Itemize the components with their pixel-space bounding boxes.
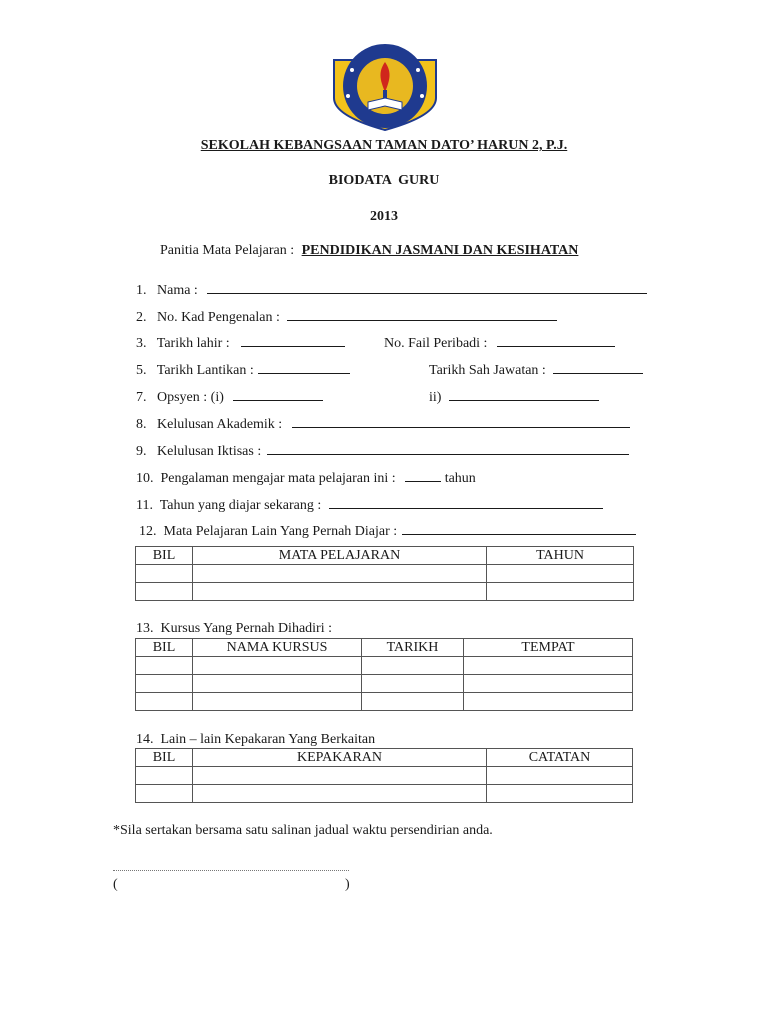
field-kelulusan-akademik-label: 8. Kelulusan Akademik : (136, 417, 283, 432)
field-opsyen-1-blank[interactable] (233, 387, 323, 401)
col-bil: BIL (136, 639, 193, 657)
field-tahun-diajar-blank[interactable] (329, 495, 603, 509)
field-kad-pengenalan (136, 307, 557, 326)
cell[interactable] (193, 565, 487, 583)
field-mata-pelajaran-lain-label: 12. Mata Pelajaran Lain Yang Pernah Diajar : (139, 524, 398, 539)
table-kepakaran (135, 748, 633, 803)
field-pengalaman-label: 10. Pengalaman mengajar mata pelajaran ini : (136, 471, 396, 486)
table-row (136, 583, 634, 601)
table-row (136, 565, 634, 583)
page-title: BIODATA GURU (328, 173, 440, 188)
field-tarikh-sah-blank[interactable] (553, 360, 643, 374)
signature-name-open: ( (113, 877, 118, 892)
field-opsyen-2 (429, 387, 599, 406)
col-tahun: TAHUN (487, 547, 634, 565)
table-kursus (135, 638, 633, 711)
table-row (136, 785, 633, 803)
col-kepakaran: KEPAKARAN (193, 749, 487, 767)
cell[interactable] (464, 693, 633, 711)
field-tarikh-lantikan-label: 5. Tarikh Lantikan : (136, 363, 254, 378)
cell[interactable] (136, 693, 193, 711)
cell[interactable] (487, 565, 634, 583)
field-tahun-diajar (136, 495, 603, 514)
field-kelulusan-akademik-blank[interactable] (292, 414, 630, 428)
cell[interactable] (464, 657, 633, 675)
cell[interactable] (193, 657, 362, 675)
table-row (136, 767, 633, 785)
field-no-fail-label: No. Fail Peribadi : (384, 336, 488, 351)
cell[interactable] (136, 657, 193, 675)
field-tarikh-lahir-blank[interactable] (241, 333, 345, 347)
field-tahun-diajar-label: 11. Tahun yang diajar sekarang : (136, 498, 322, 513)
field-opsyen-1 (136, 387, 323, 406)
field-tarikh-sah (429, 360, 643, 379)
col-bil: BIL (136, 547, 193, 565)
field-tarikh-lahir-label: 3. Tarikh lahir : (136, 336, 230, 351)
cell[interactable] (464, 675, 633, 693)
field-no-fail (384, 333, 615, 352)
cell[interactable] (193, 675, 362, 693)
cell[interactable] (136, 675, 193, 693)
cell[interactable] (362, 675, 464, 693)
cell[interactable] (136, 565, 193, 583)
cell[interactable] (193, 767, 487, 785)
field-opsyen-1-label: 7. Opsyen : (i) (136, 390, 224, 405)
table-row (136, 693, 633, 711)
field-tarikh-lahir (136, 333, 345, 352)
cell[interactable] (487, 785, 633, 803)
field-mata-pelajaran-lain-blank[interactable] (402, 521, 636, 535)
field-tarikh-sah-label: Tarikh Sah Jawatan : (429, 363, 546, 378)
table-header-row (136, 749, 633, 767)
panitia-value: PENDIDIKAN JASMANI DAN KESIHATAN (301, 243, 579, 258)
cell[interactable] (487, 583, 634, 601)
cell[interactable] (193, 583, 487, 601)
field-tarikh-lantikan (136, 360, 350, 379)
cell[interactable] (487, 767, 633, 785)
cell[interactable] (136, 583, 193, 601)
field-nama-blank[interactable] (207, 280, 647, 294)
cell[interactable] (362, 657, 464, 675)
col-catatan: CATATAN (487, 749, 633, 767)
col-tarikh: TARIKH (362, 639, 464, 657)
field-opsyen-2-blank[interactable] (449, 387, 599, 401)
field-kelulusan-iktisas (136, 441, 629, 460)
field-tarikh-lantikan-blank[interactable] (258, 360, 350, 374)
field-nama-label: 1. Nama : (136, 283, 198, 298)
cell[interactable] (193, 785, 487, 803)
field-kelulusan-iktisas-label: 9. Kelulusan Iktisas : (136, 444, 262, 459)
col-tempat: TEMPAT (464, 639, 633, 657)
field-pengalaman-unit: tahun (444, 471, 476, 486)
field-pengalaman-blank[interactable] (405, 468, 441, 482)
field-nama (136, 280, 647, 299)
panitia-row (160, 243, 578, 259)
field-opsyen-2-label: ii) (429, 390, 442, 405)
table-row (136, 657, 633, 675)
school-name: SEKOLAH KEBANGSAAN TAMAN DATO’ HARUN 2, P.J. (200, 138, 568, 153)
field-kad-pengenalan-label: 2. No. Kad Pengenalan : (136, 310, 280, 325)
table-header-row (136, 639, 633, 657)
col-mata-pelajaran: MATA PELAJARAN (193, 547, 487, 565)
cell[interactable] (136, 767, 193, 785)
cell[interactable] (136, 785, 193, 803)
cell[interactable] (362, 693, 464, 711)
col-nama-kursus: NAMA KURSUS (193, 639, 362, 657)
section-14-title: 14. Lain – lain Kepakaran Yang Berkaitan (136, 732, 376, 747)
signature-name-close: ) (345, 877, 350, 892)
panitia-label: Panitia Mata Pelajaran : (160, 243, 295, 258)
footnote: *Sila sertakan bersama satu salinan jadual waktu persendirian anda. (113, 823, 493, 838)
table-mata-pelajaran (135, 546, 634, 601)
cell[interactable] (193, 693, 362, 711)
year: 2013 (370, 209, 398, 224)
col-bil: BIL (136, 749, 193, 767)
field-kelulusan-iktisas-blank[interactable] (267, 441, 629, 455)
field-no-fail-blank[interactable] (497, 333, 615, 347)
section-13-title: 13. Kursus Yang Pernah Dihadiri : (136, 621, 332, 636)
field-pengalaman (136, 468, 476, 487)
signature-line[interactable] (113, 862, 349, 871)
field-kelulusan-akademik (136, 414, 630, 433)
table-row (136, 675, 633, 693)
table-header-row (136, 547, 634, 565)
school-logo (330, 40, 440, 132)
field-kad-pengenalan-blank[interactable] (287, 307, 557, 321)
field-mata-pelajaran-lain (139, 521, 636, 540)
